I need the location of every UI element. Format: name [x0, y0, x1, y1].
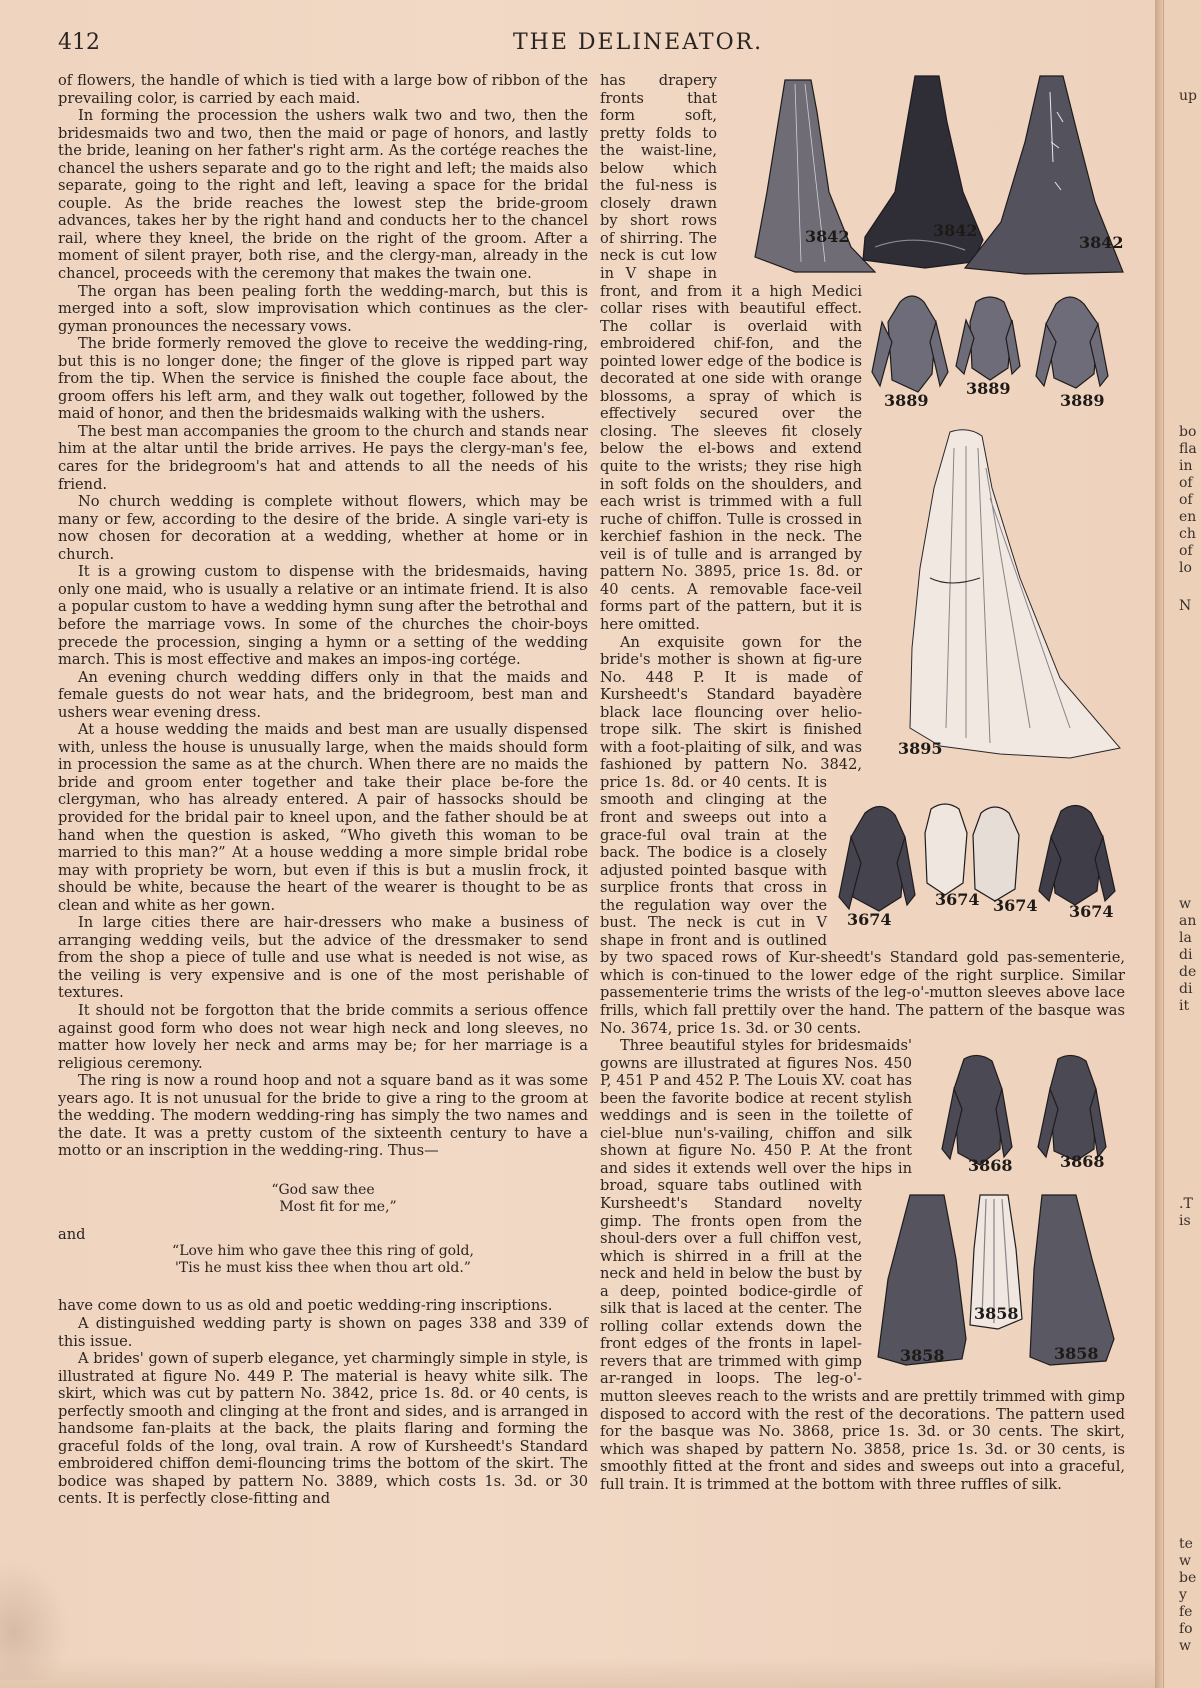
edge-fragment: ch: [1179, 526, 1196, 542]
paragraph: A brides' gown of superb elegance, yet charmingly simple in style, is illustrated at figure No. 449 P. The material is heavy white silk. The skirt, which was cut by pattern No. 3842, price 1s. 8d. or 40 cents, is perfectly smooth and clinging at the front and sides, and is arranged in handsome fan-plaits at the back, the plaits flaring and forming the graceful folds of the long, oval train. A row of Kursheedt's Standard embroidered chiffon demi-flouncing trims the bottom of the skirt. The bodice was shaped by pattern No. 3889, which costs 1s. 3d. or 30 cents. It is perfectly close-fitting and: [58, 1350, 588, 1508]
paragraph: has drapery fronts that form soft, pretty folds to the waist-line, below which the ful-ness is closely drawn by short rows of shirring. The neck is cut low in V shape in front, and from it a high Medici collar rises with beautiful effect. The collar is overlaid with embroidered chif-fon, and the pointed lower edge of the bodice is decorated at one side with orange blossoms, a spray of which is effectively secured over the closing. The sleeves fit closely below the el-bows and extend quite to the wrists; they rise high in soft folds on the shoulders, and each wrist is trimmed with a full ruche of chiffon. Tulle is crossed in kerchief fashion in the neck. The veil is of tulle and is arranged by pattern No. 3895, price 1s. 8d. or 40 cents. A removable face-veil forms part of the pattern, but it is here omitted.: [600, 72, 862, 633]
figure-label: 3674: [993, 896, 1038, 915]
figure-label: 3858: [1054, 1344, 1099, 1364]
paragraph: The organ has been pealing forth the wedding-march, but this is merged into a soft, slow improvisation which continues as the cler-gyman pronounces the necessary vows.: [58, 282, 588, 335]
edge-fragment: an: [1179, 913, 1197, 929]
paragraph: In forming the procession the ushers walk two and two, then the bridesmaids two and two, then the maid or page of honors, and lastly the bride, leaning on her father's right arm. As the cortége reaches the chancel the ushers separate and go to the right and left; the maids also separate, going to the right and left, leaving a space for the bridal couple. As the bride reaches the lowest step the bride-groom advances, takes her by the right hand and conducts her to the chancel rail, where they kneel, the bride on the right of the groom. After a moment of silent prayer, both rise, and the clergy-man, already in the chancel, proceeds with the ceremony that makes the twain one.: [58, 107, 588, 283]
poem-line: 'Tis he must kiss thee when thou art old.”: [175, 1260, 471, 1277]
edge-fragment: di: [1179, 947, 1193, 963]
paragraph: The bride formerly removed the glove to receive the wedding-ring, but this is no longer done; the finger of the glove is ripped part way from the tip. When the service is finished the couple face about, the groom offers his left arm, and they walk out together, followed by the maid of honor, and then the bridesmaids walking with the ushers.: [58, 335, 588, 423]
paragraph: It is a growing custom to dispense with the bridesmaids, having only one maid, who is usually a relative or an intimate friend. It is also a popular custom to have a wedding hymn sung after the betrothal and before the marriage vows. In some of the churches the choir-boys precede the procession, singing a hymn or a setting of the wedding march. This is most effective and makes an impos-ing cortége.: [58, 563, 588, 669]
figure-label: 3889: [884, 391, 929, 410]
edge-fragment: in: [1179, 458, 1193, 474]
paragraph: No church wedding is complete without flowers, which may be many or few, according to the desire of the bride. A single vari-ety is now chosen for decoration at a wedding, whether at home or in church.: [58, 493, 588, 563]
paragraph: It should not be forgotton that the bride commits a serious offence against good form who does not wear high neck and long sleeves, no matter how lovely her neck and arms may be; for her marriage is a religious ceremony.: [58, 1001, 588, 1072]
figure-bodice-3889: [870, 282, 1125, 424]
figure-label: 3858: [900, 1346, 945, 1366]
figure-label: 3895: [898, 739, 943, 758]
figure-skirt-3858: [870, 1189, 1125, 1379]
poem-verse-1: [58, 1182, 588, 1216]
paragraph: An exquisite gown for the bride's mother is shown at fig-ure No. 448 P. It is made of Kursheedt's Standard bayadère black lace flouncing over helio-trope silk. The skirt is finished with a foot-plaiting of silk, and was fashioned by pattern No. 3842, price 1s. 8d. or 40 cents. It is smooth and clinging at the front and sweeps out into a grace-ful oval train at the back. The bodice is a closely adjusted pointed basque with surplice fronts that cross in the regulation way over the bust. The neck is cut in V shape in front and is outlined by two spaced rows of Kur-sheedt's Standard gold pas-sementerie, which is con-tinued to the lower edge of the right surplice. Similar passementerie trims the wrists of the leg-o'-mutton sleeves above lace frills, which fall prettily over the hand. The pattern of the basque was No. 3674, price 1s. 3d. or 30 cents.: [600, 633, 1125, 1037]
poem-verse-2: [58, 1243, 588, 1277]
edge-fragment: fo: [1179, 1621, 1193, 1637]
paragraph: A distinguished wedding party is shown on pages 338 and 339 of this issue.: [58, 1315, 588, 1350]
veil-3895-illustration: [870, 428, 1125, 773]
edge-fragment: de: [1179, 964, 1197, 980]
paragraph: The ring is now a round hoop and not a square band as it was some years ago. It is not unusual for the bride to give a ring to the groom at the wedding. The modern wedding-ring has simply the two names and the date. It was a pretty custom of the sixteenth century to have a motto or an inscription in the wedding-ring. Thus—: [58, 1072, 588, 1160]
paragraph: have come down to us as old and poetic wedding-ring inscriptions.: [58, 1297, 553, 1315]
edge-fragment: it: [1179, 998, 1190, 1014]
figure-label: 3868: [1060, 1152, 1105, 1172]
edge-fragment: lo: [1179, 560, 1192, 576]
poem-connector: and: [58, 1225, 86, 1243]
figure-label: 3674: [935, 890, 980, 909]
poem-line: “Love him who gave thee this ring of gold,: [172, 1243, 474, 1260]
figure-label: 3674: [847, 910, 892, 929]
edge-fragment: of: [1179, 475, 1193, 491]
figure-label: 3889: [1060, 391, 1105, 410]
edge-fragment: up: [1179, 88, 1197, 104]
skirt-3842-illustration: [725, 72, 1125, 278]
edge-fragment: of: [1179, 492, 1193, 508]
figure-label: 3674: [1069, 902, 1114, 921]
edge-fragment: di: [1179, 981, 1193, 997]
edge-fragment: te: [1179, 1536, 1193, 1552]
paragraph: An evening church wedding differs only in that the maids and female guests do not wear hats, and the bridegroom, best man and ushers wear evening dress.: [58, 668, 588, 721]
left-column: [58, 72, 588, 1508]
binding-gutter: [1155, 0, 1163, 1688]
paper-edge-shadow: [0, 1658, 1155, 1688]
figure-label: 3842: [933, 221, 978, 240]
page-header: [58, 30, 1148, 66]
edge-fragment: fla: [1179, 441, 1197, 457]
paragraph: The best man accompanies the groom to the church and stands near him at the altar until the bride arrives. He pays the clergy-man's fee, cares for the bridegroom's hat and attends to all the needs of his friend.: [58, 422, 588, 493]
figure-basque-3868: [920, 1049, 1125, 1185]
page-number: 412: [58, 30, 100, 55]
edge-fragment: w: [1179, 896, 1191, 912]
figure-label: 3889: [966, 379, 1011, 398]
paragraph: of flowers, the handle of which is tied with a large bow of ribbon of the prevailing color, is carried by each maid.: [58, 72, 588, 107]
edge-fragment: is: [1179, 1213, 1191, 1229]
edge-fragment: be: [1179, 1570, 1197, 1586]
poem-line: “God saw thee: [271, 1181, 375, 1198]
right-column: [600, 72, 1125, 1493]
figure-label: 3842: [805, 227, 850, 246]
edge-fragment: y: [1179, 1587, 1187, 1603]
edge-fragment: w: [1179, 1553, 1191, 1569]
edge-fragment: of: [1179, 543, 1193, 559]
poem-line: Most fit for me,”: [279, 1198, 397, 1215]
figure-skirt-3842: [725, 72, 1125, 278]
edge-fragment: la: [1179, 930, 1192, 946]
figure-label: 3858: [974, 1304, 1019, 1324]
edge-fragment: bo: [1179, 424, 1197, 440]
figure-label: 3868: [968, 1156, 1013, 1176]
paragraph: In large cities there are hair-dressers who make a business of arranging wedding veils, but the advice of the dressmaker to send from the shop a piece of tulle and use what is needed is not wise, as the veiling is very expensive and is one of the most perishable of textures.: [58, 914, 588, 1002]
figure-veil-3895: [870, 428, 1125, 773]
running-title: THE DELINEATOR.: [513, 30, 764, 55]
figure-basque-3674: [835, 793, 1125, 945]
edge-fragment: N: [1179, 598, 1192, 614]
figure-label: 3842: [1079, 233, 1124, 252]
paragraph: At a house wedding the maids and best man are usually dispensed with, unless the house is unusually large, when the maids should form in procession the same as at the church. When there are no maids the bride and groom enter together and take their place be-fore the clergyman, who has already entered. A pair of hassocks should be provided for the bridal pair to kneel upon, and the father should be at hand when the question is asked, “Who giveth this woman to be married to this man?” At a house wedding a more simple bridal robe may with propriety be worn, but even if this is but a muslin frock, it should be white, because the heart of the wearer is thought to be as clean and white as her gown.: [58, 721, 588, 914]
edge-fragment: en: [1179, 509, 1197, 525]
edge-fragment: fe: [1179, 1604, 1193, 1620]
edge-fragment: w: [1179, 1638, 1191, 1654]
edge-fragment: .T: [1179, 1196, 1193, 1212]
paragraph: Three beautiful styles for bridesmaids' gowns are illustrated at figures Nos. 450 P, 451 P and 452 P. The Louis XV. coat has been the favorite bodice at recent stylish weddings and is seen in the toilette of ciel-blue nun's-vailing, chiffon and silk shown at figure No. 450 P. At the front and sides it extends well over the hips in broad, square tabs outlined with Kursheedt's Standard novelty gimp. The fronts open from the shoul-ders over a full chiffon vest, which is shirred in a frill at the neck and held in below the bust by a deep, pointed bodice-girdle of silk that is laced at the center. The rolling collar extends down the front edges of the fronts in lapel-revers that are trimmed with gimp ar-ranged in loops. The leg-o'-mutton sleeves reach to the wrists and are prettily trimmed with gimp disposed to accord with the rest of the decorations. The pattern used for the basque was No. 3868, price 1s. 3d. or 30 cents. The skirt, which was shaped by pattern No. 3858, price 1s. 3d. or 30 cents, is smoothly fitted at the front and sides and sweeps out into a graceful, full train. It is trimmed at the bottom with three ruffles of silk.: [600, 1037, 1125, 1493]
next-page-edge: [1163, 0, 1201, 1688]
